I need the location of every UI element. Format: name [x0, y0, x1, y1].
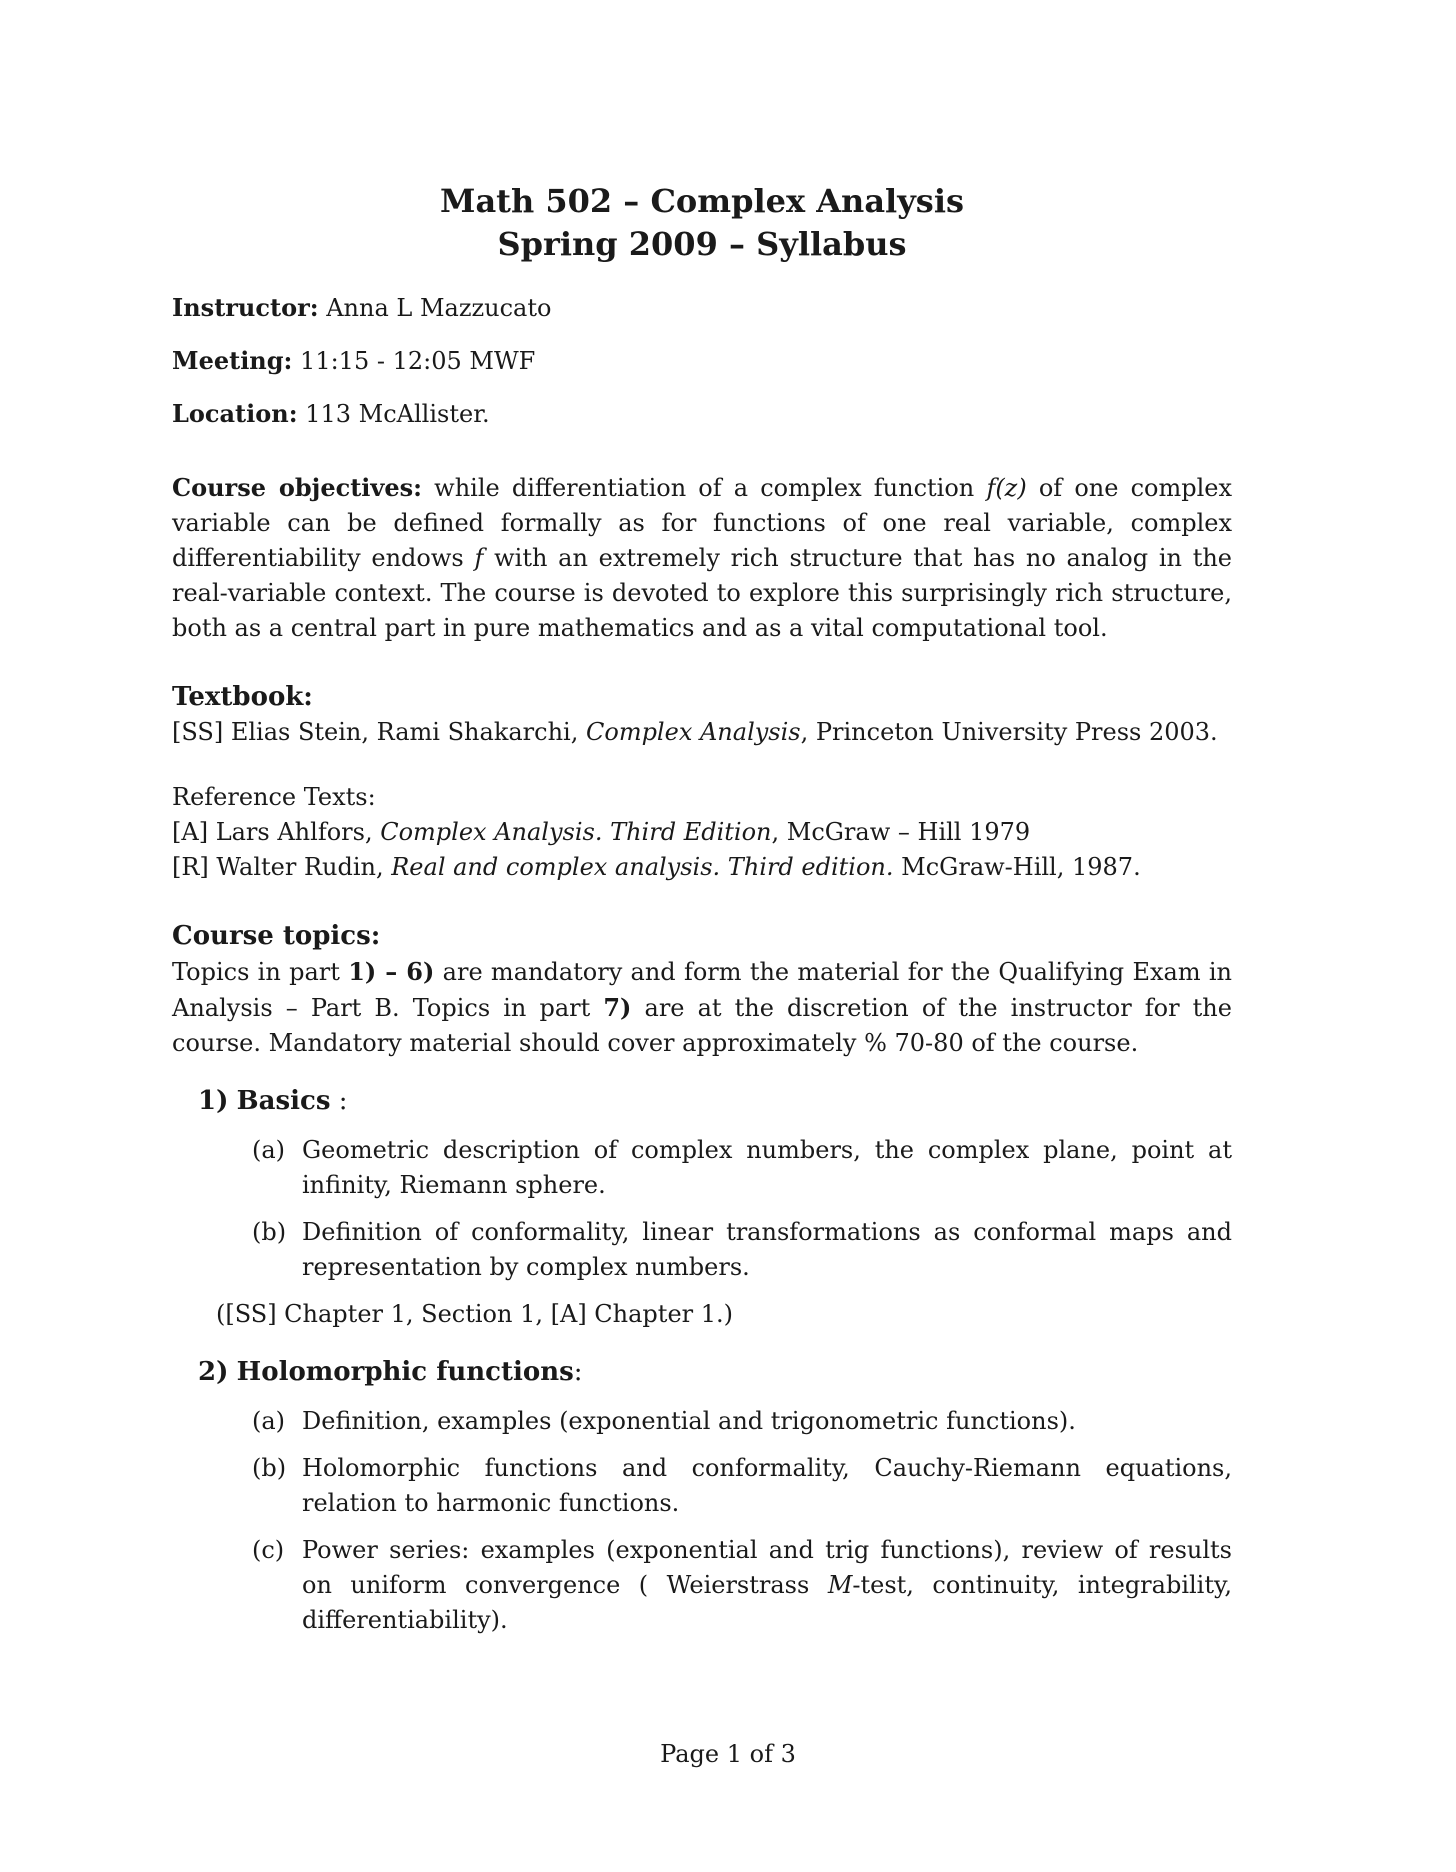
topics-intro-7: 7) — [603, 993, 632, 1022]
item-mark: (a) — [252, 1407, 286, 1435]
ss-title: Complex Analysis — [586, 718, 801, 746]
title-line-1: Math 502 – Complex Analysis — [440, 182, 964, 220]
ref-r-title: Real and complex analysis. Third edition. — [391, 853, 894, 881]
location-value: 113 McAllister. — [305, 400, 490, 428]
item-mark: (b) — [252, 1454, 287, 1482]
topic-basics-suffix: : — [330, 1086, 348, 1116]
reference-a — [172, 815, 1232, 850]
page-title — [172, 180, 1232, 266]
topic-holomorphic-heading — [198, 1354, 1232, 1390]
item-mark: (c) — [252, 1536, 285, 1564]
item-text: Geometric description of complex numbers, the complex plane, point at infinity, Riemann sphere. — [302, 1136, 1232, 1199]
objectives-text-1: while differentiation of a complex function — [434, 474, 975, 502]
item-text-2: -test, continuity, integrability, differentiability). — [302, 1571, 1232, 1634]
topic-basics-num: 1) — [198, 1086, 229, 1116]
textbook-heading: Textbook: — [172, 682, 313, 712]
ss-suffix: , Princeton University Press 2003. — [800, 718, 1218, 746]
topics-intro-2: are mandatory and form the material for the Qualifying Exam in Analysis – Part B. Topics in part — [172, 958, 1232, 1022]
topics-intro-range: 1) – 6) — [348, 957, 435, 986]
topic-holomorphic-items — [252, 1404, 1232, 1638]
list-item — [252, 1451, 1232, 1521]
list-item — [252, 1404, 1232, 1439]
meeting-line — [172, 343, 1232, 379]
topics-intro — [172, 954, 1232, 1061]
topic-holomorphic-suffix: : — [573, 1357, 583, 1387]
instructor-label: Instructor: — [172, 293, 319, 322]
topic-holomorphic-name: Holomorphic functions — [236, 1357, 574, 1387]
instructor-line — [172, 290, 1232, 326]
topic-basics — [198, 1083, 1232, 1332]
topics-intro-1: Topics in part — [172, 958, 340, 986]
objectives-f: f — [474, 544, 484, 572]
location-label: Location: — [172, 399, 298, 428]
topic-holomorphic — [198, 1354, 1232, 1638]
syllabus-page — [172, 180, 1232, 1650]
topic-holomorphic-num: 2) — [198, 1357, 229, 1387]
topic-basics-items — [252, 1133, 1232, 1285]
ref-r-prefix: [R] Walter Rudin, — [172, 853, 384, 881]
list-item — [252, 1533, 1232, 1638]
ss-prefix: [SS] Elias Stein, Rami Shakarchi, — [172, 718, 579, 746]
objectives-text-3: with an extremely rich structure that has no analog in the real-variable context. The course is devoted to explore this surprisingly rich structure, both as a central part in pure mathematics and as a vital computational tool. — [172, 544, 1233, 642]
ref-a-title: Complex Analysis. Third Edition — [380, 818, 772, 846]
objectives-text-2: of one complex variable can be defined formally as for functions of one real variable, complex differentiability endows — [172, 474, 1233, 572]
reference-heading: Reference Texts: — [172, 783, 376, 811]
item-mark: (a) — [252, 1136, 286, 1164]
item-m: M — [827, 1571, 853, 1599]
ref-r-suffix: McGraw-Hill, 1987. — [901, 853, 1141, 881]
meeting-value: 11:15 - 12:05 MWF — [300, 347, 536, 375]
list-item — [252, 1133, 1232, 1203]
item-text: Definition, examples (exponential and trigonometric functions). — [302, 1407, 1076, 1435]
item-mark: (b) — [252, 1218, 287, 1246]
topic-basics-name: Basics — [236, 1086, 331, 1116]
ref-a-suffix: , McGraw – Hill 1979 — [771, 818, 1031, 846]
page-number: Page 1 of 3 — [660, 1740, 796, 1768]
topic-basics-reference: ([SS] Chapter 1, Section 1, [A] Chapter 1.) — [216, 1300, 734, 1328]
location-line — [172, 396, 1232, 432]
objectives-label: Course objectives: — [172, 473, 423, 502]
ref-a-prefix: [A] Lars Ahlfors, — [172, 818, 373, 846]
objectives-fz: f(z) — [986, 474, 1027, 502]
topic-basics-heading — [198, 1083, 1232, 1119]
topics-heading: Course topics: — [172, 921, 381, 951]
meeting-label: Meeting: — [172, 346, 293, 375]
objectives-paragraph — [172, 470, 1232, 646]
item-text: Definition of conformality, linear transformations as conformal maps and representation by complex numbers. — [302, 1218, 1232, 1281]
item-text: Holomorphic functions and conformality, Cauchy-Riemann equations, relation to harmonic functions. — [302, 1454, 1232, 1517]
item-text-1: Power series: examples (exponential and trig functions), review of results on uniform convergence ( Weierstrass — [302, 1536, 1232, 1599]
title-line-2: Spring 2009 – Syllabus — [497, 225, 907, 263]
textbook-ss — [172, 715, 1232, 750]
instructor-value: Anna L Mazzucato — [326, 294, 552, 322]
topics-intro-3: are at the discretion of the instructor for the course. Mandatory material should cover approximately % 70-80 of the course. — [172, 994, 1232, 1057]
reference-r — [172, 850, 1232, 885]
list-item — [252, 1215, 1232, 1285]
